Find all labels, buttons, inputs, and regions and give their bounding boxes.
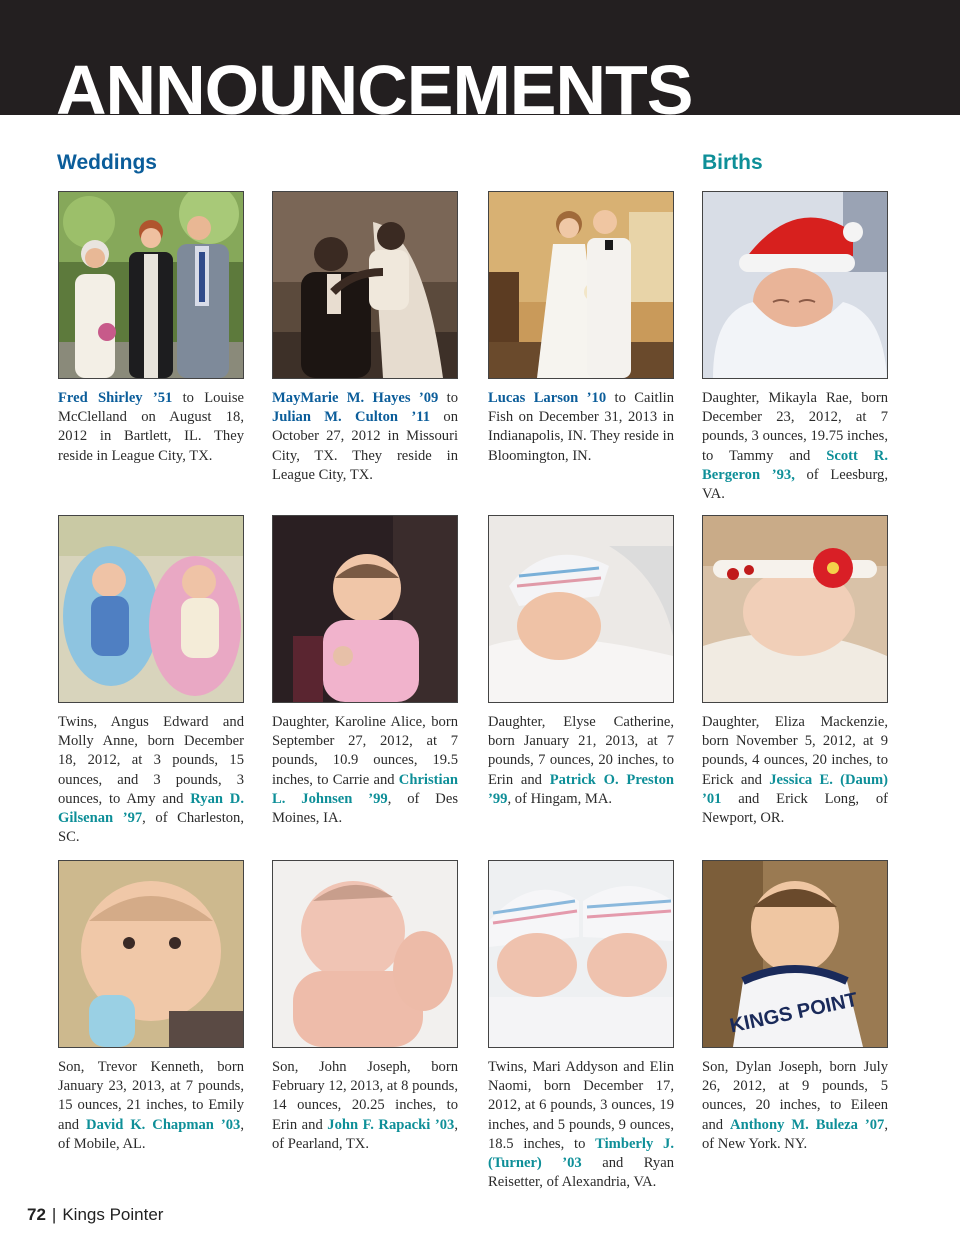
alumni-name: Scott R. Bergeron ’93, [702, 447, 888, 483]
baby-photo [488, 860, 674, 1048]
announcement-card [702, 191, 888, 504]
alumni-name: Christian L. Johnsen ’99 [272, 771, 458, 807]
footer-separator: | [51, 1205, 57, 1224]
announcement-detail: , of Pearland, TX. [272, 1116, 458, 1152]
announcement-text [702, 713, 888, 828]
baby-photo [58, 860, 244, 1048]
wedding-photo [58, 191, 244, 379]
page-number: 72 [27, 1205, 46, 1224]
alumni-name: Fred Shirley ’51 [58, 390, 173, 406]
announcement-detail: and Ryan Reisetter, of Alexandria, VA. [488, 1155, 674, 1191]
announcement-text [272, 1058, 458, 1154]
baby-photo [488, 515, 674, 703]
announcement-detail: to [438, 390, 458, 406]
baby-photo [702, 191, 888, 379]
announcement-detail: , of Hingam, MA. [507, 790, 613, 807]
baby-photo [702, 860, 888, 1048]
announcement-text [58, 389, 244, 466]
announcement-card [272, 515, 458, 828]
announcement-card [58, 515, 244, 847]
publication-name: Kings Pointer [62, 1205, 164, 1224]
baby-photo [702, 515, 888, 703]
baby-photo [272, 860, 458, 1048]
alumni-name: Timberly J. (Turner) ’03 [488, 1135, 674, 1172]
announcement-detail: Twins, Mari Addyson and Elin Naomi, born December 17, 2012, at 6 pounds, 3 ounces, 19 inches, and 5 pounds, 9 ounces, 18.5 inches, to [488, 1059, 674, 1152]
announcement-detail: to Caitlin Fish on December 31, 2013 in Indianapolis, IN. They reside in Bloomington, IN. [488, 390, 674, 464]
announcement-detail: Daughter, Mikayla Rae, born December 23, 2012, at 7 pounds, 3 ounces, 19.75 inches, to Tammy and [702, 390, 888, 464]
alumni-name: Patrick O. Preston ’99 [488, 771, 674, 807]
announcement-card [702, 860, 888, 1154]
announcement-card [272, 191, 458, 485]
announcement-detail: Daughter, Karoline Alice, born September 27, 2012, at 7 pounds, 10.9 ounces, 19.5 inches, to Carrie and [272, 714, 458, 788]
alumni-name: Lucas Larson ’10 [488, 390, 607, 406]
announcement-detail: on October 27, 2012 in Missouri City, TX. They reside in League City, TX. [272, 409, 458, 483]
announcement-detail: Daughter, Elyse Catherine, born January 21, 2013, at 7 pounds, 7 ounces, 20 inches, to Erin and [488, 714, 674, 788]
announcement-text [272, 713, 458, 828]
announcement-detail: , of Mobile, AL. [58, 1116, 244, 1152]
announcement-detail: Twins, Angus Edward and Molly Anne, born December 18, 2012, at 3 pounds, 15 ounces, and 3 pounds, 3 ounces, to Amy and [58, 714, 244, 807]
announcement-detail: and Erick Long, of Newport, OR. [702, 790, 888, 827]
announcement-detail: Son, John Joseph, born February 12, 2013, at 8 pounds, 14 ounces, 20.25 inches, to Erin and [272, 1059, 458, 1133]
baby-photo [272, 515, 458, 703]
births-heading: Births [702, 151, 763, 174]
announcement-detail: to Louise McClelland on August 18, 2012 in Bartlett, IL. They reside in League City, TX. [58, 390, 244, 464]
alumni-name: David K. Chapman ’03 [86, 1116, 241, 1133]
announcement-detail: Son, Trevor Kenneth, born January 23, 2013, at 7 pounds, 15 ounces, 21 inches, to Emily and [58, 1059, 244, 1133]
announcement-card [702, 515, 888, 828]
alumni-name: Anthony M. Buleza ’07 [730, 1116, 885, 1133]
alumni-name: Julian M. Culton ’11 [272, 409, 431, 426]
announcement-detail: , of New York. NY. [702, 1116, 888, 1152]
announcement-detail: Son, Dylan Joseph, born July 26, 2012, at 9 pounds, 5 ounces, 20 inches, to Eileen and [702, 1059, 888, 1133]
announcement-detail: , of Charleston, SC. [58, 810, 244, 846]
announcement-text [702, 1058, 888, 1154]
page-title: ANNOUNCEMENTS [56, 51, 693, 115]
announcement-detail: Daughter, Eliza Mackenzie, born November 5, 2012, at 9 pounds, 4 ounces, 20 inches, to Erick and [702, 714, 888, 788]
announcement-detail: , of Des Moines, IA. [272, 790, 458, 827]
announcement-card [272, 860, 458, 1154]
announcement-detail: of Leesburg, VA. [702, 466, 889, 503]
announcement-text [488, 1058, 674, 1192]
alumni-name: John F. Rapacki ’03 [327, 1116, 455, 1133]
page-footer [27, 1205, 163, 1225]
announcement-card [488, 860, 674, 1192]
header-banner [0, 0, 960, 115]
wedding-photo [488, 191, 674, 379]
baby-photo [58, 515, 244, 703]
wedding-photo [272, 191, 458, 379]
announcement-text [58, 1058, 244, 1154]
weddings-heading: Weddings [57, 151, 157, 174]
shirt-text: KINGS POINT [727, 988, 860, 1038]
alumni-name: MayMarie M. Hayes ’09 [272, 390, 439, 406]
alumni-name: Ryan D. Gilsenan ’97 [58, 790, 244, 827]
announcement-text [488, 389, 674, 466]
announcement-card [488, 515, 674, 809]
announcement-text [702, 389, 888, 504]
announcement-card [58, 860, 244, 1154]
announcement-text [272, 389, 458, 485]
announcement-card [488, 191, 674, 466]
announcement-card [58, 191, 244, 466]
announcement-text [58, 713, 244, 847]
announcement-text [488, 713, 674, 809]
alumni-name: Jessica E. (Daum) ’01 [702, 771, 888, 807]
